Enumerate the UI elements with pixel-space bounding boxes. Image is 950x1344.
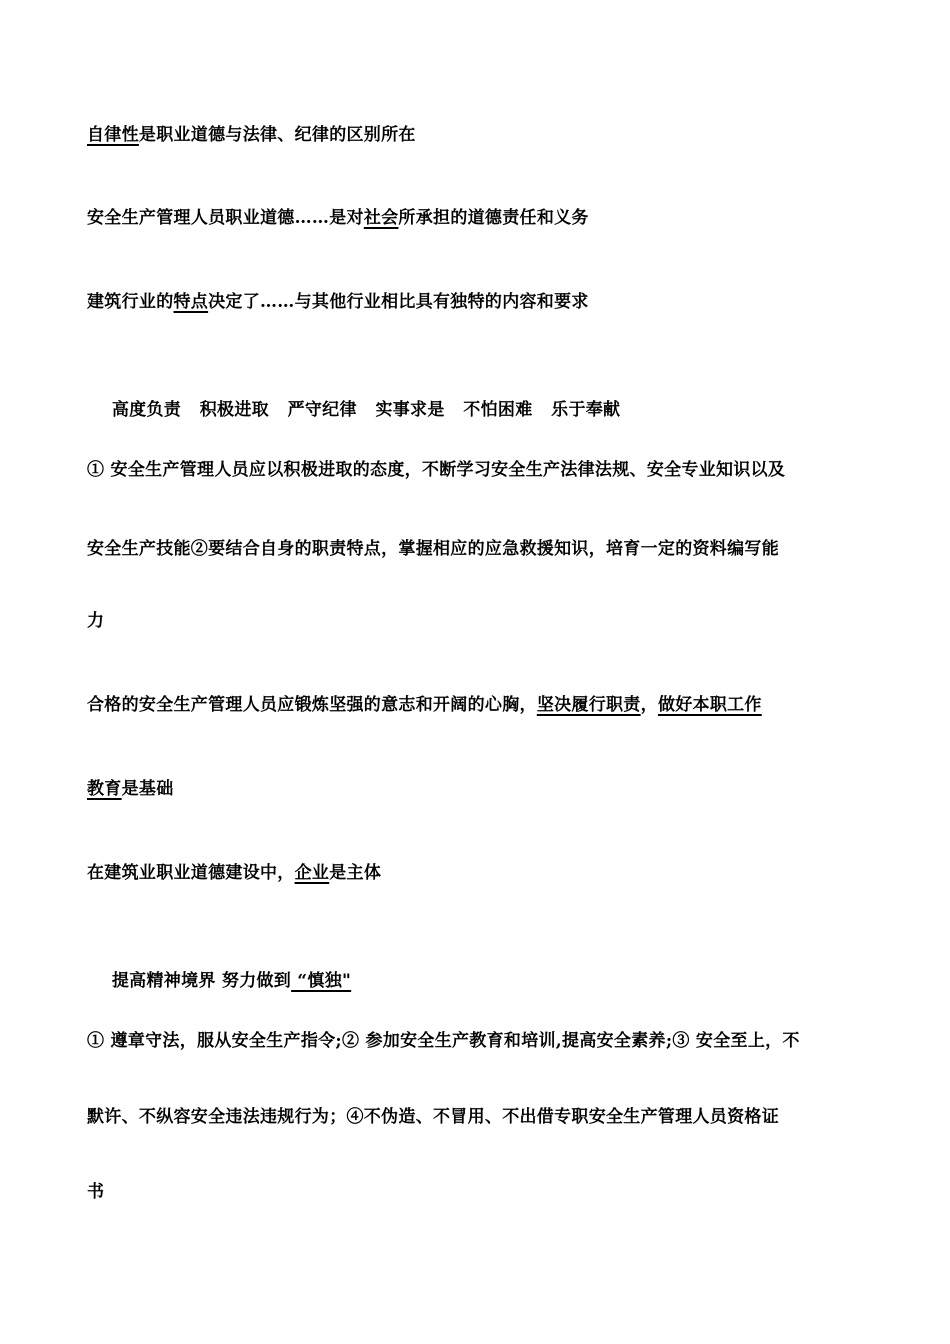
text-line <box>87 1029 870 1053</box>
text-run: ① 安全生产管理人员应以积极进取的态度，不断学习安全生产法律法规、安全专业知识以及 <box>87 460 786 480</box>
text-line <box>87 537 870 561</box>
underlined-term: 自律性 <box>87 125 139 145</box>
text-run: 力 <box>87 611 105 631</box>
text-run: ， <box>640 695 658 715</box>
text-line <box>87 123 870 147</box>
text-run: 书 <box>87 1182 105 1202</box>
text-run: 是职业道德与法律、纪律的区别所在 <box>138 125 416 145</box>
text-line <box>87 609 870 633</box>
text-run: 高度负责 积极进取 严守纪律 实事求是 不怕困难 乐于奉献 <box>111 400 621 420</box>
text-line <box>87 777 870 801</box>
text-run: 决定了……与其他行业相比具有独特的内容和要求 <box>208 292 589 312</box>
underlined-term: 做好本职工作 <box>657 695 762 715</box>
text-run: 默许、不纵容安全违法违规行为；④不伪造、不冒用、不出借专职安全生产管理人员资格证 <box>87 1107 779 1127</box>
underlined-term: 社会 <box>363 208 399 228</box>
text-run: 安全生产技能②要结合自身的职责特点，掌握相应的应急救援知识，培育一定的资料编写能 <box>87 539 779 559</box>
text-run: 建筑行业的 <box>87 292 174 312</box>
underlined-term: 特点 <box>173 292 209 312</box>
text-run: 在建筑业职业道德建设中， <box>87 863 295 883</box>
text-line <box>87 945 870 1017</box>
text-run: 是主体 <box>329 863 382 883</box>
text-run: 所承担的道德责任和义务 <box>398 208 589 228</box>
underlined-term: 教育 <box>87 779 122 799</box>
text-run: 提高精神境界 努力做到 <box>111 971 292 991</box>
text-line <box>87 374 870 446</box>
underlined-term: 企业 <box>294 863 330 883</box>
text-run: ① 遵章守法，服从安全生产指令;② 参加安全生产教育和培训,提高安全素养;③ 安全至上，不 <box>87 1031 800 1051</box>
text-line <box>87 458 870 482</box>
text-line <box>87 693 870 717</box>
text-line <box>87 1105 870 1129</box>
underlined-term: 坚决履行职责 <box>536 695 641 715</box>
text-run: 安全生产管理人员职业道德……是对 <box>87 208 364 228</box>
text-line <box>87 206 870 230</box>
text-line <box>87 1180 870 1204</box>
text-run: 合格的安全生产管理人员应锻炼坚强的意志和开阔的心胸， <box>87 695 537 715</box>
underlined-term: “慎独" <box>291 971 352 991</box>
text-run: 是基础 <box>121 779 174 799</box>
text-line <box>87 290 870 314</box>
text-line <box>87 861 870 885</box>
